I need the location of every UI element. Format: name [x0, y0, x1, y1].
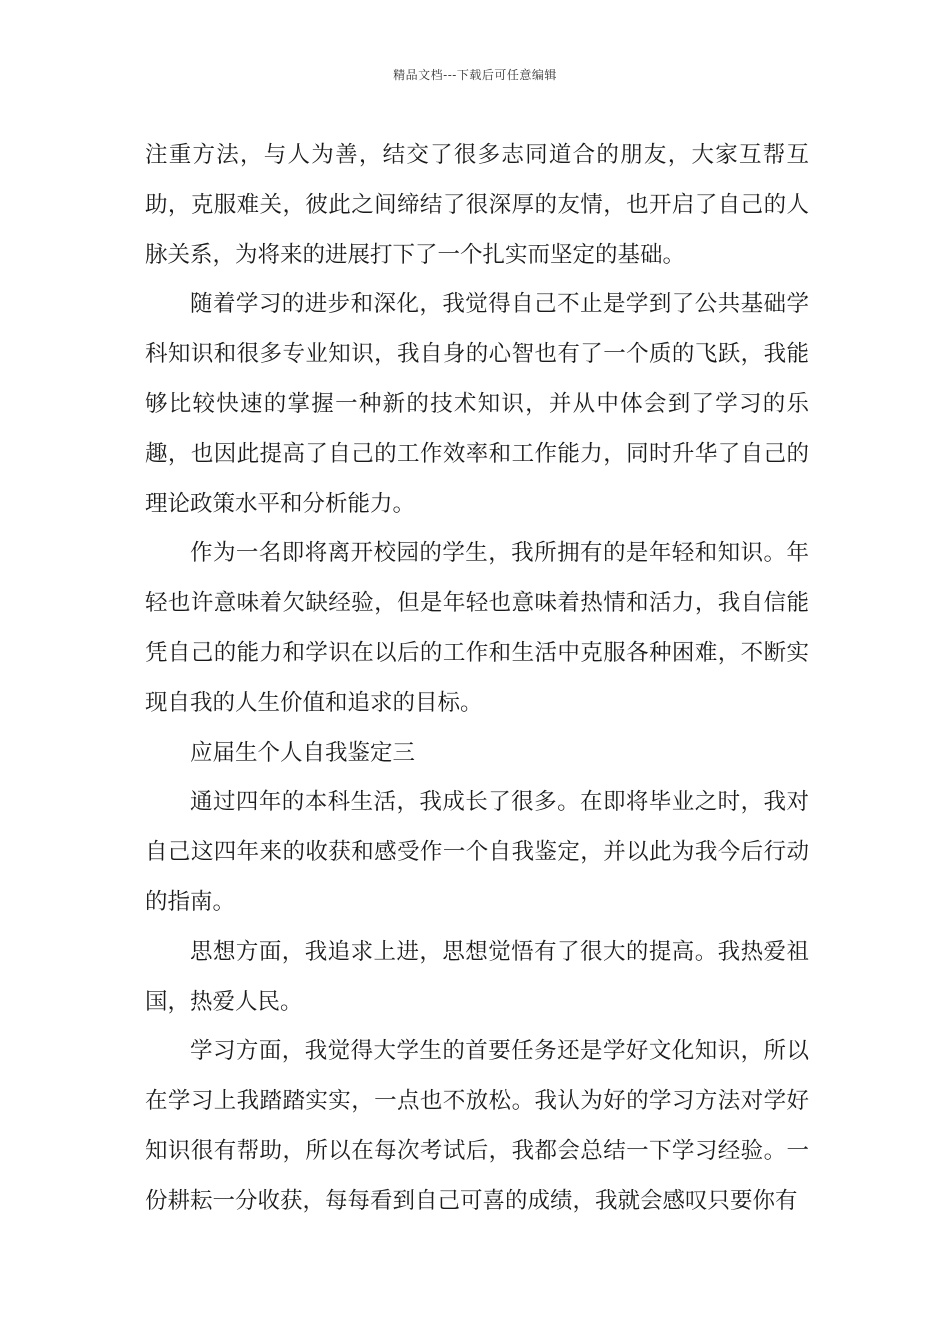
document-body: [145, 131, 809, 1227]
paragraph-3: 作为一名即将离开校园的学生，我所拥有的是年轻和知识。年轻也许意味着欠缺经验，但是年轻也意味着热情和活力，我自信能凭自己的能力和学识在以后的工作和生活中克服各种困难，不断实现自我的人生价值和追求的目标。: [145, 540, 809, 716]
paragraph-6: 学习方面，我觉得大学生的首要任务还是学好文化知识，所以在学习上我踏踏实实，一点也不放松。我认为好的学习方法对学好知识很有帮助，所以在每次考试后，我都会总结一下学习经验。一份耕耘一分收获，每每看到自己可喜的成绩，我就会感叹只要你有: [145, 1038, 809, 1214]
paragraph-1: 注重方法，与人为善，结交了很多志同道合的朋友，大家互帮互助，克服难关，彼此之间缔结了很深厚的友情，也开启了自己的人脉关系，为将来的进展打下了一个扎实而坚定的基础。: [145, 142, 809, 268]
paragraph-5: 思想方面，我追求上进，思想觉悟有了很大的提高。我热爱祖国，热爱人民。: [145, 938, 809, 1015]
paragraph-4: 通过四年的本科生活，我成长了很多。在即将毕业之时，我对自己这四年来的收获和感受作一个自我鉴定，并以此为我今后行动的指南。: [145, 789, 809, 915]
page-header: 精品文档---下载后可任意编辑: [393, 68, 557, 82]
paragraph-2: 随着学习的进步和深化，我觉得自己不止是学到了公共基础学科知识和很多专业知识，我自身的心智也有了一个质的飞跃，我能够比较快速的掌握一种新的技术知识，并从中体会到了学习的乐趣，也因此提高了自己的工作效率和工作能力，同时升华了自己的理论政策水平和分析能力。: [145, 291, 809, 517]
section-heading: 应届生个人自我鉴定三: [190, 739, 416, 766]
